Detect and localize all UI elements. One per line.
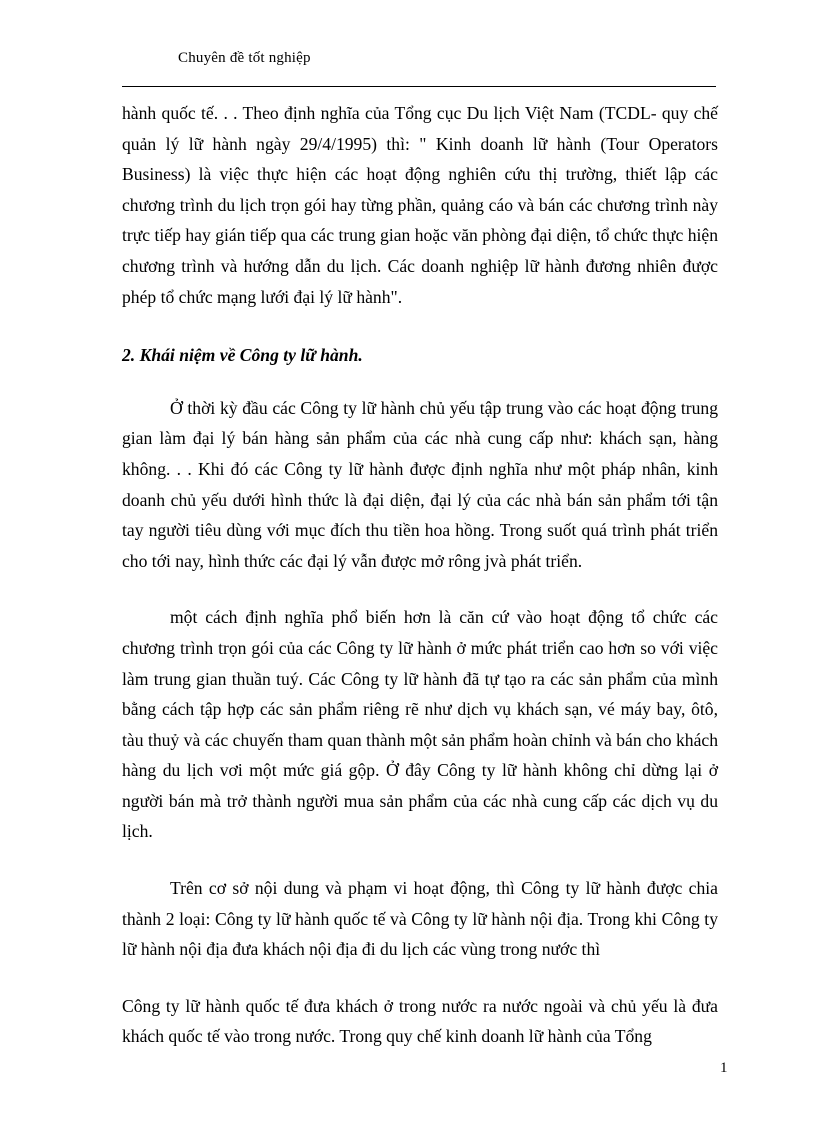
document-body: [122, 98, 718, 1052]
header-title: Chuyên đề tốt nghiệp: [178, 50, 311, 66]
section-heading: 2. Khái niệm về Công ty lữ hành.: [122, 345, 363, 366]
paragraph-definition: một cách định nghĩa phổ biến hơn là căn cứ vào hoạt động tổ chức các chương trình trọn gói của các Công ty lữ hành ở mức phát triển cao hơn so với việc làm trung gian thuần tuý. Các Công ty lữ hành đã tự tạo ra các sản phẩm của mình bằng cách tập hợp các sản phẩm riêng rẽ như dịch vụ khách sạn, vé máy bay, ôtô, tàu thuỷ và các chuyến tham quan thành một sản phẩm hoàn chỉnh và bán cho khách hàng du lịch vơi một mức giá gộp. Ở đây Công ty lữ hành không chỉ dừng lại ở người bán mà trở thành người mua sản phẩm của các nhà cung cấp các dịch vụ du lịch.: [122, 607, 718, 842]
paragraph-classification: Trên cơ sở nội dung và phạm vi hoạt động, thì Công ty lữ hành được chia thành 2 loại: Công ty lữ hành quốc tế và Công ty lữ hành nội địa. Trong khi Công ty lữ hành nội địa đưa khách nội địa đi du lịch các vùng trong nước thì: [122, 878, 718, 960]
paragraph-continuation: hành quốc tế. . . Theo định nghĩa của Tổng cục Du lịch Việt Nam (TCDL- quy chế quản lý lữ hành ngày 29/4/1995) thì: " Kinh doanh lữ hành (Tour Operators Business) là việc thực hiện các hoạt động nghiên cứu thị trường, thiết lập các chương trình du lịch trọn gói hay từng phần, quảng cáo và bán các chương trình này trực tiếp hay gián tiếp qua các trung gian hoặc văn phòng đại diện, tổ chức thực hiện chương trình và hướng dẫn du lịch. Các doanh nghiệp lữ hành đương nhiên được phép tổ chức mạng lưới đại lý lữ hành".: [122, 103, 718, 307]
paragraph-international: Công ty lữ hành quốc tế đưa khách ở trong nước ra nước ngoài và chủ yếu là đưa khách quốc tế vào trong nước. Trong quy chế kinh doanh lữ hành của Tổng: [122, 995, 718, 1047]
header-divider: [122, 86, 716, 87]
page-number: 1: [720, 1060, 728, 1076]
paragraph-early-period: Ở thời kỳ đầu các Công ty lữ hành chủ yếu tập trung vào các hoạt động trung gian làm đại lý bán hàng sản phẩm của các nhà cung cấp như: khách sạn, hàng không. . . Khi đó các Công ty lữ hành được định nghĩa như một pháp nhân, kinh doanh chủ yếu dưới hình thức là đại diện, đại lý của các nhà bán sản phẩm tới tận tay người tiêu dùng với mục đích thu tiền hoa hồng. Trong suốt quá trình phát triển cho tới nay, hình thức các đại lý vẫn được mở rông jvà phát triển.: [122, 397, 718, 571]
